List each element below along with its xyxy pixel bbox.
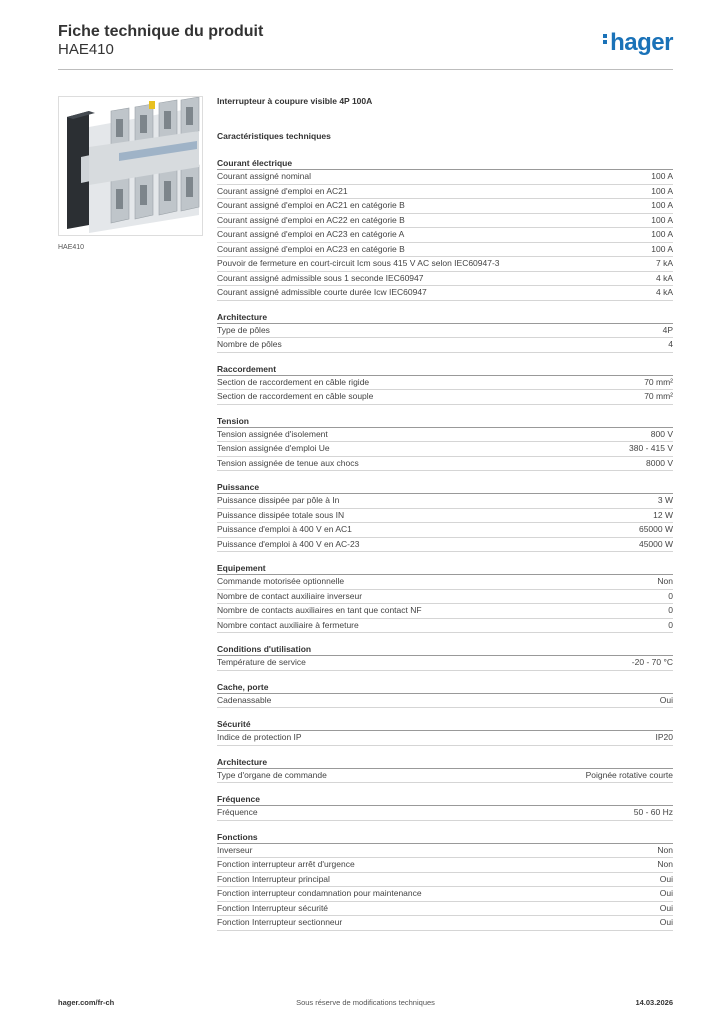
spec-row xyxy=(217,902,673,917)
section-title: Puissance xyxy=(217,482,673,494)
hager-logo xyxy=(603,30,673,56)
spec-label: Puissance dissipée totale sous IN xyxy=(217,509,345,520)
logo-text: hager xyxy=(610,29,673,56)
spec-label: Courant assigné d'emploi en AC21 xyxy=(217,185,348,196)
spec-label: Tension assignée de tenue aux chocs xyxy=(217,457,359,468)
section-title: Raccordement xyxy=(217,364,673,376)
product-reference: HAE410 xyxy=(58,41,114,58)
spec-row xyxy=(217,286,673,301)
section-title: Sécurité xyxy=(217,719,673,731)
spec-row xyxy=(217,390,673,405)
spec-section xyxy=(217,158,673,301)
spec-row xyxy=(217,858,673,873)
spec-value: 100 A xyxy=(651,243,673,254)
spec-label: Courant assigné admissible sous 1 seconde IEC60947 xyxy=(217,272,424,283)
section-title: Courant électrique xyxy=(217,158,673,170)
spec-section xyxy=(217,682,673,709)
spec-label: Courant assigné d'emploi en AC23 en catégorie B xyxy=(217,243,405,254)
spec-value: 0 xyxy=(668,590,673,601)
spec-value: 100 A xyxy=(651,200,673,210)
spec-value: Oui xyxy=(659,873,673,884)
spec-row xyxy=(217,844,673,859)
spec-label: Type d'organe de commande xyxy=(217,769,327,780)
spec-heading: Caractéristiques techniques xyxy=(217,131,331,141)
spec-label: Courant assigné d'emploi en AC22 en catégorie B xyxy=(217,214,405,225)
spec-row xyxy=(217,257,673,272)
spec-row xyxy=(217,916,673,931)
footer-url[interactable]: hager.com/fr-ch xyxy=(58,998,115,1007)
spec-value: Oui xyxy=(659,917,673,927)
spec-label: Courant assigné admissible courte durée Icw IEC60947 xyxy=(217,287,427,297)
footer-date: 14.03.2026 xyxy=(635,998,673,1007)
spec-label: Fonction Interrupteur sectionneur xyxy=(217,917,343,927)
spec-value: 70 mm² xyxy=(644,391,673,401)
spec-section xyxy=(217,832,673,931)
spec-label: Courant assigné nominal xyxy=(217,171,312,181)
spec-value: 65000 W xyxy=(638,524,673,534)
spec-row xyxy=(217,428,673,443)
image-caption: HAE410 xyxy=(58,244,85,251)
spec-value: 100 A xyxy=(651,214,673,225)
product-image xyxy=(58,96,203,236)
spec-value: Oui xyxy=(659,694,673,705)
footer-notice: Sous réserve de modifications techniques xyxy=(296,998,435,1007)
spec-value: 4P xyxy=(662,324,673,335)
spec-row xyxy=(217,170,673,185)
product-name: Interrupteur à coupure visible 4P 100A xyxy=(217,96,373,106)
spec-section xyxy=(217,719,673,746)
spec-label: Fonction Interrupteur sécurité xyxy=(217,902,329,913)
section-title: Architecture xyxy=(217,757,673,769)
spec-label: Section de raccordement en câble rigide xyxy=(217,376,370,387)
spec-section xyxy=(217,563,673,633)
spec-value: Poignée rotative courte xyxy=(585,769,673,780)
spec-value: IP20 xyxy=(655,732,673,742)
spec-label: Tension assignée d'emploi Ue xyxy=(217,443,330,453)
spec-label: Température de service xyxy=(217,657,306,667)
spec-row xyxy=(217,214,673,229)
spec-value: Oui xyxy=(659,902,673,913)
section-title: Fréquence xyxy=(217,794,673,806)
spec-value: 3 W xyxy=(657,495,673,505)
spec-section xyxy=(217,794,673,821)
spec-section xyxy=(217,757,673,784)
spec-value: 380 - 415 V xyxy=(629,443,673,453)
spec-label: Nombre de contact auxiliaire inverseur xyxy=(217,590,363,601)
spec-value: 4 kA xyxy=(655,287,673,297)
switch-disconnector-illustration xyxy=(59,97,203,236)
spec-label: Cadenassable xyxy=(217,694,272,705)
spec-label: Inverseur xyxy=(217,844,253,855)
spec-value: 800 V xyxy=(650,428,673,439)
spec-value: Non xyxy=(657,576,673,586)
spec-label: Pouvoir de fermeture en court-circuit Icm sous 415 V AC selon IEC60947-3 xyxy=(217,258,500,268)
spec-row xyxy=(217,457,673,472)
section-title: Conditions d'utilisation xyxy=(217,644,673,656)
page-title: Fiche technique du produit xyxy=(58,23,264,40)
section-title: Equipement xyxy=(217,563,673,575)
spec-row xyxy=(217,873,673,888)
spec-row xyxy=(217,731,673,746)
spec-label: Puissance dissipée par pôle à In xyxy=(217,495,340,505)
spec-value: 4 kA xyxy=(655,272,673,283)
spec-section xyxy=(217,312,673,353)
spec-row xyxy=(217,769,673,784)
spec-row xyxy=(217,199,673,214)
spec-value: 70 mm² xyxy=(644,376,673,387)
spec-value: 45000 W xyxy=(638,538,673,549)
spec-label: Fonction Interrupteur principal xyxy=(217,873,330,884)
spec-value: Non xyxy=(657,859,673,869)
spec-label: Nombre contact auxiliaire à fermeture xyxy=(217,619,359,630)
spec-value: 4 xyxy=(668,339,673,349)
spec-section xyxy=(217,644,673,671)
spec-row xyxy=(217,523,673,538)
spec-row xyxy=(217,575,673,590)
spec-label: Puissance d'emploi à 400 V en AC1 xyxy=(217,524,352,534)
spec-content xyxy=(217,97,673,931)
spec-value: Non xyxy=(657,844,673,855)
spec-row xyxy=(217,272,673,287)
spec-row xyxy=(217,887,673,902)
spec-value: 0 xyxy=(668,605,673,615)
spec-label: Type de pôles xyxy=(217,324,270,335)
spec-label: Fonction interrupteur arrêt d'urgence xyxy=(217,859,355,869)
spec-section xyxy=(217,364,673,405)
section-title: Cache, porte xyxy=(217,682,673,694)
spec-value: 0 xyxy=(668,619,673,630)
spec-label: Courant assigné d'emploi en AC21 en catégorie B xyxy=(217,200,405,210)
spec-row xyxy=(217,376,673,391)
spec-value: -20 - 70 °C xyxy=(631,657,673,667)
spec-value: 7 kA xyxy=(655,258,673,268)
spec-value: Oui xyxy=(659,888,673,898)
spec-value: 100 A xyxy=(651,185,673,196)
spec-row xyxy=(217,694,673,709)
logo-dots-icon xyxy=(603,32,608,46)
spec-row xyxy=(217,228,673,243)
spec-row xyxy=(217,243,673,258)
spec-row xyxy=(217,494,673,509)
spec-value: 100 A xyxy=(651,171,673,181)
spec-label: Commande motorisée optionnelle xyxy=(217,576,345,586)
spec-row xyxy=(217,538,673,553)
spec-label: Puissance d'emploi à 400 V en AC-23 xyxy=(217,538,360,549)
spec-value: 12 W xyxy=(653,509,673,520)
spec-row xyxy=(217,509,673,524)
section-title: Fonctions xyxy=(217,832,673,844)
spec-sections xyxy=(217,158,673,931)
page-header xyxy=(58,22,673,70)
spec-label: Tension assignée d'isolement xyxy=(217,428,328,439)
spec-row xyxy=(217,656,673,671)
section-title: Tension xyxy=(217,416,673,428)
spec-section xyxy=(217,482,673,552)
spec-row xyxy=(217,185,673,200)
spec-section xyxy=(217,416,673,472)
spec-value: 8000 V xyxy=(646,457,673,468)
spec-row xyxy=(217,604,673,619)
spec-label: Courant assigné d'emploi en AC23 en catégorie A xyxy=(217,229,405,239)
spec-row xyxy=(217,806,673,821)
spec-label: Section de raccordement en câble souple xyxy=(217,391,374,401)
spec-row xyxy=(217,590,673,605)
spec-value: 100 A xyxy=(651,229,673,239)
spec-label: Nombre de pôles xyxy=(217,339,282,349)
spec-label: Fréquence xyxy=(217,807,258,817)
spec-row xyxy=(217,442,673,457)
section-title: Architecture xyxy=(217,312,673,324)
spec-row xyxy=(217,324,673,339)
spec-label: Fonction interrupteur condamnation pour maintenance xyxy=(217,888,422,898)
spec-label: Nombre de contacts auxiliaires en tant que contact NF xyxy=(217,605,422,615)
spec-row xyxy=(217,619,673,634)
spec-value: 50 - 60 Hz xyxy=(633,807,673,817)
spec-row xyxy=(217,338,673,353)
spec-label: Indice de protection IP xyxy=(217,732,302,742)
